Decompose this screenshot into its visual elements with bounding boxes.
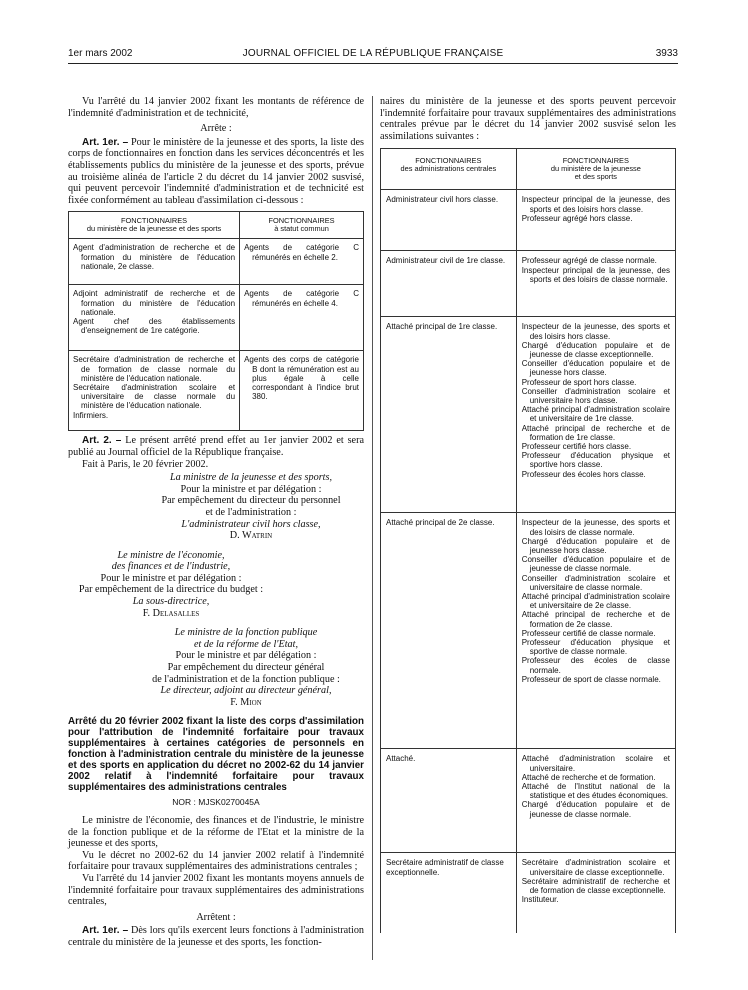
- table2-row-3-left: Attaché principal de 1re classe.: [381, 317, 517, 513]
- table2-row-4-right: Inspecteur de la jeunesse, des sports et des loisirs de classe normale. Chargé d'éducation populaire et de jeunesse hors classe. Conseiller d'éducation populaire et de jeunesse de classe normale. Conseiller d'administration scolaire et universitaire de classe normale. Attaché principal d'administration scolaire et universitaire de 2e classe. Attaché principal de recherche et de formation de 2e classe. Professeur certifié de classe normale. Professeur d'éducation physique et sportive de classe normale. Professeur des écoles de classe normale. Professeur de sport de classe normale.: [516, 513, 675, 749]
- table1-row-2-left: Adjoint administratif de recherche et de formation du ministère de l'éducation nationale. Agent chef des établissements d'enseignement de 1re catégorie.: [69, 285, 240, 351]
- table2-header-right: FONCTIONNAIRES du ministère de la jeunesse et des sports: [516, 149, 675, 190]
- article-1: [68, 137, 364, 207]
- vu-paragraph-2: Vu le décret no 2002-62 du 14 janvier 2002 relatif à l'indemnité forfaitaire pour travaux supplémentaires des administrations centrales ;: [68, 849, 364, 873]
- arretent-heading: Arrêtent :: [196, 911, 236, 923]
- header-date: 1er mars 2002: [68, 48, 133, 59]
- header-title: JOURNAL OFFICIEL DE LA RÉPUBLIQUE FRANÇAISE: [242, 48, 504, 59]
- table1-row-1-right: Agents de catégorie C rémunérés en échelle 2.: [240, 239, 364, 285]
- table2-row-3-right: Inspecteur de la jeunesse, des sports et des loisirs hors classe. Chargé d'éducation populaire et de jeunesse de classe exceptionnelle. Conseiller d'éducation populaire et de jeunesse hors classe. Professeur de sport hors classe. Conseiller d'administration scolaire et universitaire hors classe. Attaché principal d'administration scolaire et universitaire de 1re classe. Attaché principal de recherche et de formation de 1re classe. Professeur certifié hors classe. Professeur d'éducation physique et sportive hors classe. Professeur des écoles hors classe.: [516, 317, 675, 513]
- column-separator: [372, 96, 373, 960]
- header-page-number: 3933: [655, 48, 678, 59]
- table2-header-left: FONCTIONNAIRES des administrations centrales: [381, 149, 517, 190]
- table1-row-2-right: Agents de catégorie C rémunérés en échelle 4.: [240, 285, 364, 351]
- article-1-text: Pour le ministère de la jeunesse et des sports, la liste des corps de fonctionnaires en fonction dans les services déconcentrés et les établissements publics du ministère de la jeunesse et des sports, prévue au troisième alinéa de l'article 2 du décret du 14 janvier 2002 susvisé, qui peuvent percevoir l'indemnité d'administration et de technicité est fixée conformément au tableau d'assimilation ci-dessous :: [68, 136, 364, 206]
- table2-row-2-right: Professeur agrégé de classe normale. Inspecteur principal de la jeunesse, des sports et des loisirs de classe normale.: [516, 251, 675, 317]
- signature-block-3: Le ministre de la fonction publique et de la réforme de l'Etat, Pour le ministre et par délégation : Par empêchement du directeur général de l'administration et de la fonction publique : Le directeur, adjoint au directeur général, F. Mion: [152, 627, 340, 708]
- page-header: [68, 48, 678, 62]
- right-column: [380, 96, 676, 933]
- fait-a-paris: Fait à Paris, le 20 février 2002.: [82, 458, 209, 470]
- table2-row-1-right: Inspecteur principal de la jeunesse, des sports et des loisirs hors classe. Professeur agrégé hors classe.: [516, 190, 675, 251]
- decree-title: Arrêté du 20 février 2002 fixant la liste des corps d'assimilation pour l'attribution de l'indemnité forfaitaire pour travaux supplémentaires à certaines catégories de personnels en fonction à l'administration centrale du ministère de la jeunesse et des sports en application du décret no 2002-62 du 14 janvier 2002 relatif à l'indemnité forfaitaire pour travaux supplémentaires des administrations centrales: [68, 716, 364, 794]
- table2-row-5-right: Attaché d'administration scolaire et universitaire. Attaché de recherche et de formation. Attaché de l'Institut national de la statistique et des études économiques. Chargé d'éducation populaire et de jeunesse de classe normale.: [516, 749, 675, 853]
- assimilation-table-2: [380, 148, 676, 933]
- vu-paragraph-3: Vu l'arrêté du 14 janvier 2002 fixant les montants moyens annuels de l'indemnité forfaitaire pour travaux supplémentaires des administrations centrales,: [68, 872, 364, 908]
- ministre-paragraph: Le ministre de l'économie, des finances et de l'industrie, le ministre de la fonction publique et de la réforme de l'Etat et la ministre de la jeunesse et des sports,: [68, 815, 364, 850]
- nor-reference: NOR : MJSK0270045A: [172, 797, 260, 808]
- article-2: [68, 435, 364, 458]
- table2-row-1-left: Administrateur civil hors classe.: [381, 190, 517, 251]
- article-1-second: [68, 925, 364, 948]
- table2-row-2-left: Administrateur civil de 1re classe.: [381, 251, 517, 317]
- table1-row-1-left: Agent d'administration de recherche et de formation du ministère de l'éducation nationale, 2e classe.: [69, 239, 240, 285]
- table2-row-6-right: Secrétaire d'administration scolaire et universitaire de classe exceptionnelle. Secrétaire administratif de recherche et de formation de classe exceptionnelle. Instituteur.: [516, 853, 675, 933]
- header-rule: [68, 63, 678, 64]
- article-1-second-label: Art. 1er. –: [82, 925, 129, 937]
- table2-row-4-left: Attaché principal de 2e classe.: [381, 513, 517, 749]
- article-2-text: Le présent arrêté prend effet au 1er janvier 2002 et sera publié au Journal officiel de la République française.: [68, 435, 364, 458]
- right-intro: naires du ministère de la jeunesse et des sports peuvent percevoir l'indemnité forfaitaire pour travaux supplémentaires des administrations centrales prévue par le décret du 14 janvier 2002 susvisé selon les assimilations suivantes :: [380, 96, 676, 142]
- table2-row-6-left: Secrétaire administratif de classe exceptionnelle.: [381, 853, 517, 933]
- article-2-label: Art. 2. –: [82, 435, 122, 447]
- assimilation-table-1: [68, 211, 364, 431]
- vu-paragraph-1: Vu l'arrêté du 14 janvier 2002 fixant les montants de référence de l'indemnité d'administration et de technicité,: [68, 96, 364, 119]
- article-1-second-text: Dès lors qu'ils exercent leurs fonctions à l'administration centrale du ministère de la jeunesse et des sports, les fonction-: [68, 925, 365, 948]
- article-1-label: Art. 1er. –: [82, 136, 129, 148]
- signature-block-2: Le ministre de l'économie, des finances et de l'industrie, Pour le ministre et par délégation : Par empêchement de la directrice du budget : La sous-directrice, F. Delasalles: [78, 549, 264, 619]
- table1-header-right: FONCTIONNAIRES à statut commun: [240, 212, 364, 239]
- left-column: [68, 96, 364, 949]
- table2-row-5-left: Attaché.: [381, 749, 517, 853]
- arrete-heading: Arrête :: [200, 123, 232, 135]
- signature-block-1: La ministre de la jeunesse et des sports, Pour la ministre et par délégation : Par empêchement du directeur du personnel et de l'administration : L'administrateur civil hors classe, D. Watrin: [161, 472, 341, 542]
- table1-row-3-left: Secrétaire d'administration de recherche et de formation de classe normale du ministère de l'éducation nationale. Secrétaire d'administration scolaire et universitaire de classe normale du ministère de l'éducation nationale. Infirmiers.: [69, 351, 240, 431]
- table1-row-3-right: Agents des corps de catégorie B dont la rémunération est au plus égale à celle correspondant à l'indice brut 380.: [240, 351, 364, 431]
- table1-header-left: FONCTIONNAIRES du ministère de la jeunesse et des sports: [69, 212, 240, 239]
